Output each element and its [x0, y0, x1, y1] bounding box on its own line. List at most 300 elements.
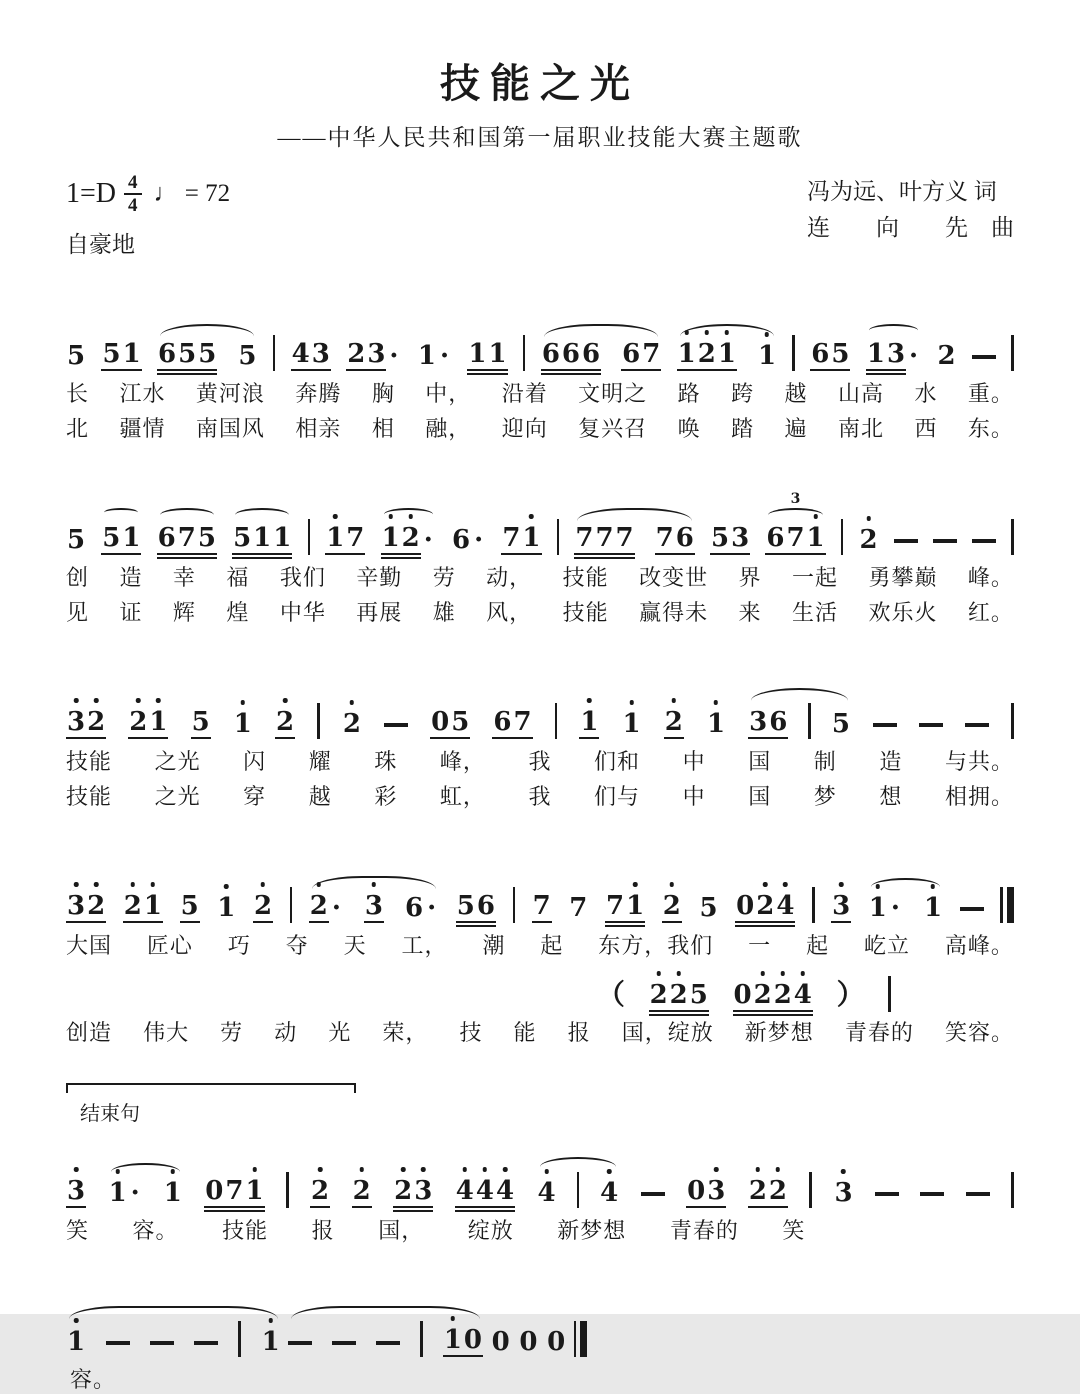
- note-digit-high-octave: 1: [580, 707, 599, 737]
- note-digit: 7: [642, 339, 661, 369]
- note-group: [310, 1176, 330, 1208]
- note-digit: 7: [655, 523, 674, 553]
- system-1-notes: [66, 289, 1014, 371]
- note-digit: 6: [493, 707, 512, 737]
- note-digit-high-octave: 2: [753, 980, 772, 1010]
- sustain-dash: [966, 1192, 990, 1196]
- lyric-syllable: 重。: [967, 381, 1014, 406]
- lyric-syllable: 复兴召: [578, 416, 648, 441]
- lyric-syllable: 再展: [356, 600, 403, 625]
- lyric-syllable: 一: [748, 933, 772, 958]
- slur-arc: [108, 1178, 183, 1208]
- note-digit-high-octave: 4: [600, 1178, 619, 1208]
- lyric-syllable: 南北: [837, 416, 884, 441]
- note-digit-high-octave: 3: [707, 1176, 726, 1206]
- lyric-syllable: 天: [343, 933, 367, 958]
- lyric-syllable: 虹，: [439, 784, 486, 809]
- lyric-syllable: 彩: [374, 784, 398, 809]
- lyric-syllable: 穿: [243, 784, 267, 809]
- note-group: [325, 523, 365, 555]
- note-digit: 2: [937, 341, 956, 371]
- note-digit-high-octave: 1: [717, 339, 736, 369]
- lyric-syllable: 沿着: [501, 381, 548, 406]
- sustain-dash: [873, 723, 897, 727]
- barline: [841, 519, 844, 555]
- lyric-syllable: 辉: [172, 600, 196, 625]
- lyric-syllable: 相: [371, 416, 395, 441]
- note-digit: 5: [102, 339, 121, 369]
- note-digit-high-octave: 4: [793, 980, 812, 1010]
- lyric-syllable: 高峰。: [944, 933, 1014, 958]
- lyric-syllable: 西: [914, 416, 938, 441]
- sustain-dash: [875, 1192, 899, 1196]
- lyric-syllable: 起: [806, 933, 830, 958]
- lyric-syllable: 技能: [562, 565, 609, 590]
- note-digit: 3: [367, 339, 386, 369]
- note-digit-high-octave: 1: [868, 893, 887, 923]
- augmentation-dot: ·: [331, 893, 341, 923]
- note-group: [309, 891, 344, 923]
- note-digit: 1: [122, 523, 141, 553]
- note-digit-high-octave: 2: [129, 707, 148, 737]
- note-digit: 5: [191, 707, 210, 737]
- coda-bracket: [66, 1083, 356, 1093]
- note-group: [698, 893, 718, 923]
- system-2: [66, 473, 1014, 627]
- note-digit-high-octave: 2: [276, 707, 295, 737]
- note-digit-high-octave: 3: [414, 1176, 433, 1206]
- time-signature-numerator: 4: [128, 172, 138, 193]
- note-digit: 7: [595, 523, 614, 553]
- barline: [812, 887, 815, 923]
- system-3-lyrics-verse-2: [66, 780, 1014, 811]
- final-barline: [1000, 887, 1014, 923]
- note-digit: 5: [831, 339, 850, 369]
- note-digit: 7: [346, 523, 365, 553]
- lyric-syllable: 胸: [371, 381, 395, 406]
- note-digit: 7: [532, 891, 551, 921]
- barline: [286, 1172, 289, 1208]
- note-group: [858, 525, 878, 555]
- song-title: 技能之光: [440, 61, 640, 106]
- note-group: [923, 893, 943, 923]
- note-group: [757, 341, 777, 371]
- note-digit: 1: [253, 523, 272, 553]
- barline: [1011, 703, 1014, 739]
- system-3-notes: [66, 657, 1014, 739]
- note-group: [180, 891, 200, 923]
- slur-arc: [574, 523, 694, 555]
- note-group: [662, 891, 682, 923]
- note-group: [532, 891, 552, 923]
- barline: [1011, 519, 1014, 555]
- note-digit-high-octave: 2: [773, 980, 792, 1010]
- note-digit: 1: [417, 341, 436, 371]
- lyric-syllable: 能: [513, 1020, 537, 1045]
- note-digit: 6: [769, 707, 788, 737]
- lyric-syllable: 起: [540, 933, 564, 958]
- note-group: [541, 339, 601, 371]
- note-group: [66, 1327, 86, 1357]
- augmentation-dot: ·: [909, 341, 919, 371]
- system-3-lyrics-verse-1: [66, 745, 1014, 776]
- note-digit-high-octave: 2: [768, 1176, 787, 1206]
- lyric-syllable: 笑: [66, 1218, 90, 1243]
- note-group: [342, 709, 362, 739]
- note-digit-high-octave: 3: [67, 707, 86, 737]
- augmentation-dot: ·: [130, 1178, 140, 1208]
- note-digit: 5: [689, 980, 708, 1010]
- note-digit-high-octave: 1: [245, 1176, 264, 1206]
- lyric-syllable: 我: [528, 749, 552, 774]
- note-digit: 6: [582, 339, 601, 369]
- sustain-dash: [106, 1341, 130, 1345]
- note-group: [381, 523, 436, 555]
- note-digit: 3: [731, 523, 750, 553]
- lyric-syllable: 中: [682, 749, 706, 774]
- note-digit: 5: [233, 523, 252, 553]
- lyric-syllable: 红。: [967, 600, 1014, 625]
- note-group: [936, 341, 956, 371]
- note-group: [537, 1178, 557, 1208]
- note-digit-high-octave: 4: [495, 1176, 515, 1206]
- note-group: [710, 523, 750, 555]
- sustain-dash: [332, 1341, 356, 1345]
- note-digit-high-octave: 3: [364, 891, 383, 921]
- note-digit: 7: [605, 891, 625, 921]
- slur-arc: [868, 893, 943, 923]
- note-digit: 7: [502, 523, 521, 553]
- slur-arc: [232, 523, 292, 555]
- note-digit-high-octave: 2: [123, 891, 142, 921]
- note-group: [253, 891, 273, 923]
- note-digit: 5: [102, 523, 121, 553]
- augmentation-dot: ·: [423, 525, 433, 555]
- lyric-syllable: 青春的: [669, 1218, 739, 1243]
- note-digit-high-octave: 1: [217, 893, 236, 923]
- note-digit-high-octave: 2: [87, 707, 106, 737]
- barline: [1011, 335, 1014, 371]
- lyric-syllable: 之光: [154, 749, 201, 774]
- lyric-syllable: 动，: [486, 565, 533, 590]
- lyric-syllable: 新梦想: [744, 1020, 814, 1045]
- note-digit: 5: [699, 893, 718, 923]
- note-digit: 2: [347, 339, 366, 369]
- note-digit-high-octave: 1: [261, 1327, 280, 1357]
- composer-credit: 连 向 先 曲: [807, 214, 1014, 240]
- lyric-syllable: 南国风: [195, 416, 265, 441]
- sustain-dash: [972, 355, 996, 359]
- augmentation-dot: ·: [427, 893, 437, 923]
- note-group: [66, 525, 86, 555]
- coda-notes: [66, 1126, 1014, 1208]
- note-digit-high-octave: 2: [664, 707, 683, 737]
- rest-note: 0: [733, 980, 752, 1010]
- lyric-syllable: 大国: [66, 933, 113, 958]
- note-digit-high-octave: 2: [669, 980, 688, 1010]
- note-digit: 6: [541, 339, 560, 369]
- system-1: [66, 289, 1014, 443]
- sustain-dash: [920, 1192, 944, 1196]
- barline: [420, 1321, 423, 1357]
- sustain-dash: [384, 723, 408, 727]
- lyric-syllable: 容。: [70, 1367, 117, 1392]
- lyric-syllable: 路: [677, 381, 701, 406]
- lyric-syllable: 中: [682, 784, 706, 809]
- lyric-syllable: 一起: [791, 565, 838, 590]
- note-digit-high-octave: 2: [756, 891, 775, 921]
- lyric-syllable: 遍: [784, 416, 808, 441]
- lyric-syllable: 造: [119, 565, 143, 590]
- lyric-syllable: 唤: [677, 416, 701, 441]
- note-group: [605, 891, 645, 923]
- note-group: [733, 980, 813, 1012]
- lyric-syllable: 我: [528, 784, 552, 809]
- note-group: [748, 1176, 788, 1208]
- note-group: [456, 891, 496, 923]
- note-digit-high-octave: 1: [757, 341, 777, 371]
- note-group: [157, 339, 217, 371]
- note-digit: 6: [476, 891, 495, 921]
- lyric-syllable: 来: [738, 600, 762, 625]
- note-digit-high-octave: 2: [859, 525, 878, 555]
- note-group: [467, 339, 507, 371]
- system-2-notes: [66, 473, 1014, 555]
- lyric-syllable: 煌: [226, 600, 250, 625]
- slur-arc: [677, 339, 777, 371]
- key-line: [66, 172, 230, 216]
- note-group: [123, 891, 163, 923]
- lyric-syllable: 证: [119, 600, 143, 625]
- lyric-syllable: 北: [66, 416, 90, 441]
- note-group: [66, 1176, 86, 1208]
- note-group: [622, 709, 642, 739]
- system-3: [66, 657, 1014, 811]
- note-digit-high-octave: 3: [67, 1176, 86, 1206]
- lyric-syllable: 匠心: [146, 933, 193, 958]
- note-digit-high-octave: 2: [311, 1176, 330, 1206]
- note-digit-high-octave: 3: [832, 891, 851, 921]
- note-group: [101, 523, 141, 555]
- system-4-lyrics-verse-1: [66, 929, 1014, 960]
- augmentation-dot: ·: [389, 341, 399, 371]
- note-digit-high-octave: 1: [626, 891, 645, 921]
- lyric-syllable: 国: [748, 784, 772, 809]
- note-digit-high-octave: 4: [475, 1176, 494, 1206]
- note-digit-high-octave: 1: [677, 339, 696, 369]
- note-digit: 5: [67, 525, 86, 555]
- note-digit-high-octave: 2: [401, 523, 420, 553]
- final-barline: [574, 1321, 588, 1357]
- lyric-syllable: 技能: [66, 749, 113, 774]
- note-digit: 4: [291, 339, 310, 369]
- note-group: [261, 1327, 281, 1357]
- rest-note: 0: [491, 1327, 510, 1357]
- barline: [808, 703, 811, 739]
- lyric-syllable: 报: [311, 1218, 335, 1243]
- lyric-syllable: 勇攀巅: [868, 565, 938, 590]
- lyric-syllable: 技能: [222, 1218, 269, 1243]
- slur-arc: [381, 523, 436, 555]
- lyric-syllable: 制: [813, 749, 837, 774]
- note-digit: 5: [67, 341, 86, 371]
- note-digit-high-octave: 4: [537, 1178, 556, 1208]
- note-group: [833, 1178, 853, 1208]
- final-notes: [66, 1275, 587, 1357]
- barline: [555, 703, 558, 739]
- slur-arc: [157, 523, 217, 555]
- note-digit-high-octave: 2: [253, 891, 273, 921]
- lyric-syllable: 们和: [594, 749, 641, 774]
- note-group: [352, 1176, 372, 1208]
- coda-label: 结束句: [80, 1103, 140, 1125]
- system-1-lyrics-verse-1: [66, 377, 1014, 408]
- note-group: [831, 709, 851, 739]
- note-digit: 5: [197, 523, 216, 553]
- parenthesis: （: [596, 978, 625, 1011]
- lyric-syllable: 疆情: [119, 416, 166, 441]
- barline: [317, 703, 320, 739]
- lyric-syllable: 踏: [731, 416, 755, 441]
- lyric-syllable: 报: [567, 1020, 591, 1045]
- key-tempo-block: [66, 172, 230, 259]
- lyric-syllable: 劳: [220, 1020, 244, 1045]
- sustain-dash: [960, 907, 984, 911]
- note-digit: 7: [615, 523, 634, 553]
- note-digit: 7: [225, 1176, 244, 1206]
- lyric-syllable: 水: [914, 381, 938, 406]
- lyric-syllable: 新梦想: [557, 1218, 627, 1243]
- note-digit-high-octave: 1: [923, 893, 943, 923]
- lyric-syllable: 劳: [432, 565, 456, 590]
- tuplet-arc: [765, 523, 825, 555]
- lyric-syllable: 赢得未: [639, 600, 709, 625]
- note-group: [579, 707, 599, 739]
- note-digit-high-octave: 1: [806, 523, 825, 553]
- sustain-dash: [194, 1341, 218, 1345]
- note-digit: 7: [786, 523, 805, 553]
- slur-arc: [537, 1172, 620, 1208]
- final-barline-thin: [574, 1321, 577, 1357]
- lyricist-credit: 冯为远、叶方义 词: [807, 179, 997, 204]
- note-group: [686, 1176, 726, 1208]
- note-digit-high-octave: 3: [67, 891, 86, 921]
- note-group: [404, 893, 439, 923]
- song-subtitle: ——中华人民共和国第一届职业技能大赛主题歌: [277, 125, 803, 150]
- lyric-syllable: 长: [66, 381, 90, 406]
- note-digit: 6: [451, 525, 471, 555]
- note-digit: 5: [238, 341, 257, 371]
- note-digit: 1: [273, 523, 292, 553]
- note-group: [831, 891, 851, 923]
- note-group: [655, 523, 695, 555]
- lyric-syllable: 夺: [285, 933, 309, 958]
- note-group: [546, 1327, 566, 1357]
- system-4-parenthetical-notes: [597, 960, 891, 1012]
- rest-note: 0: [547, 1327, 566, 1357]
- lyric-syllable: 创造: [66, 1020, 113, 1045]
- note-digit-high-octave: 1: [381, 523, 400, 553]
- note-digit-high-octave: 1: [163, 1178, 182, 1208]
- lyric-syllable: 容。: [132, 1218, 179, 1243]
- note-digit: 1: [122, 339, 141, 369]
- note-digit: 6: [675, 523, 694, 553]
- note-digit: 6: [157, 523, 176, 553]
- barline: [577, 1172, 580, 1208]
- lyric-syllable: 东方，我们: [598, 933, 714, 958]
- note-group: [677, 339, 737, 371]
- note-digit: 3: [311, 339, 330, 369]
- note-digit-high-octave: 2: [649, 980, 668, 1010]
- lyric-syllable: 笑容。: [944, 1020, 1014, 1045]
- lyric-syllable: 伟大: [143, 1020, 190, 1045]
- barline: [792, 335, 795, 371]
- final-section: [66, 1275, 1014, 1394]
- note-digit-high-octave: 2: [87, 891, 106, 921]
- lyric-syllable: 青春的: [844, 1020, 914, 1045]
- note-group: [163, 1178, 183, 1208]
- lyric-syllable: 文明之: [578, 381, 648, 406]
- note-group: [232, 523, 292, 555]
- sustain-dash: [965, 723, 989, 727]
- lyric-syllable: 中华: [279, 600, 326, 625]
- lyric-syllable: 创: [66, 565, 90, 590]
- note-group: [868, 893, 903, 923]
- final-barline-thick: [580, 1321, 587, 1357]
- note-digit-high-octave: 1: [67, 1327, 86, 1357]
- lyric-syllable: 技能: [562, 600, 609, 625]
- note-digit: 5: [180, 891, 199, 921]
- lyric-syllable: 们与: [594, 784, 641, 809]
- barline: [238, 1321, 241, 1357]
- lyric-syllable: 屹立: [863, 933, 910, 958]
- note-digit-high-octave: 1: [443, 1325, 462, 1355]
- note-group: [101, 339, 141, 371]
- note-group: [275, 707, 295, 739]
- barline: [557, 519, 560, 555]
- lyric-syllable: 国: [748, 749, 772, 774]
- note-group: [393, 1176, 433, 1208]
- slur-arc: [157, 339, 257, 371]
- note-group: [810, 339, 850, 371]
- note-digit: 7: [177, 523, 196, 553]
- rest-note: 0: [205, 1176, 224, 1206]
- system-4: [66, 841, 1014, 1047]
- lyric-syllable: 幸: [172, 565, 196, 590]
- note-digit-high-octave: 2: [697, 339, 716, 369]
- note-digit: 6: [622, 339, 641, 369]
- barline: [513, 887, 516, 923]
- note-digit-high-octave: 4: [455, 1176, 474, 1206]
- tempo-marking: ♩ = 72: [153, 180, 231, 207]
- lyric-syllable: 光: [328, 1020, 352, 1045]
- system-4-notes: [66, 841, 1014, 923]
- note-digit: 7: [569, 893, 588, 923]
- note-digit-high-octave: 2: [394, 1176, 413, 1206]
- rest-note: 0: [463, 1325, 483, 1355]
- note-digit-high-octave: 2: [662, 891, 681, 921]
- lyric-syllable: 珠: [374, 749, 398, 774]
- note-group: [866, 339, 921, 371]
- lyric-syllable: 越: [308, 784, 332, 809]
- lyric-syllable: 辛勤: [356, 565, 403, 590]
- lyric-syllable: 奔腾: [295, 381, 342, 406]
- final-lyrics: [70, 1363, 1014, 1394]
- note-digit-high-octave: 1: [149, 707, 168, 737]
- lyric-syllable: 跨: [731, 381, 755, 406]
- lyric-syllable: 想: [879, 784, 903, 809]
- barline: [888, 976, 891, 1012]
